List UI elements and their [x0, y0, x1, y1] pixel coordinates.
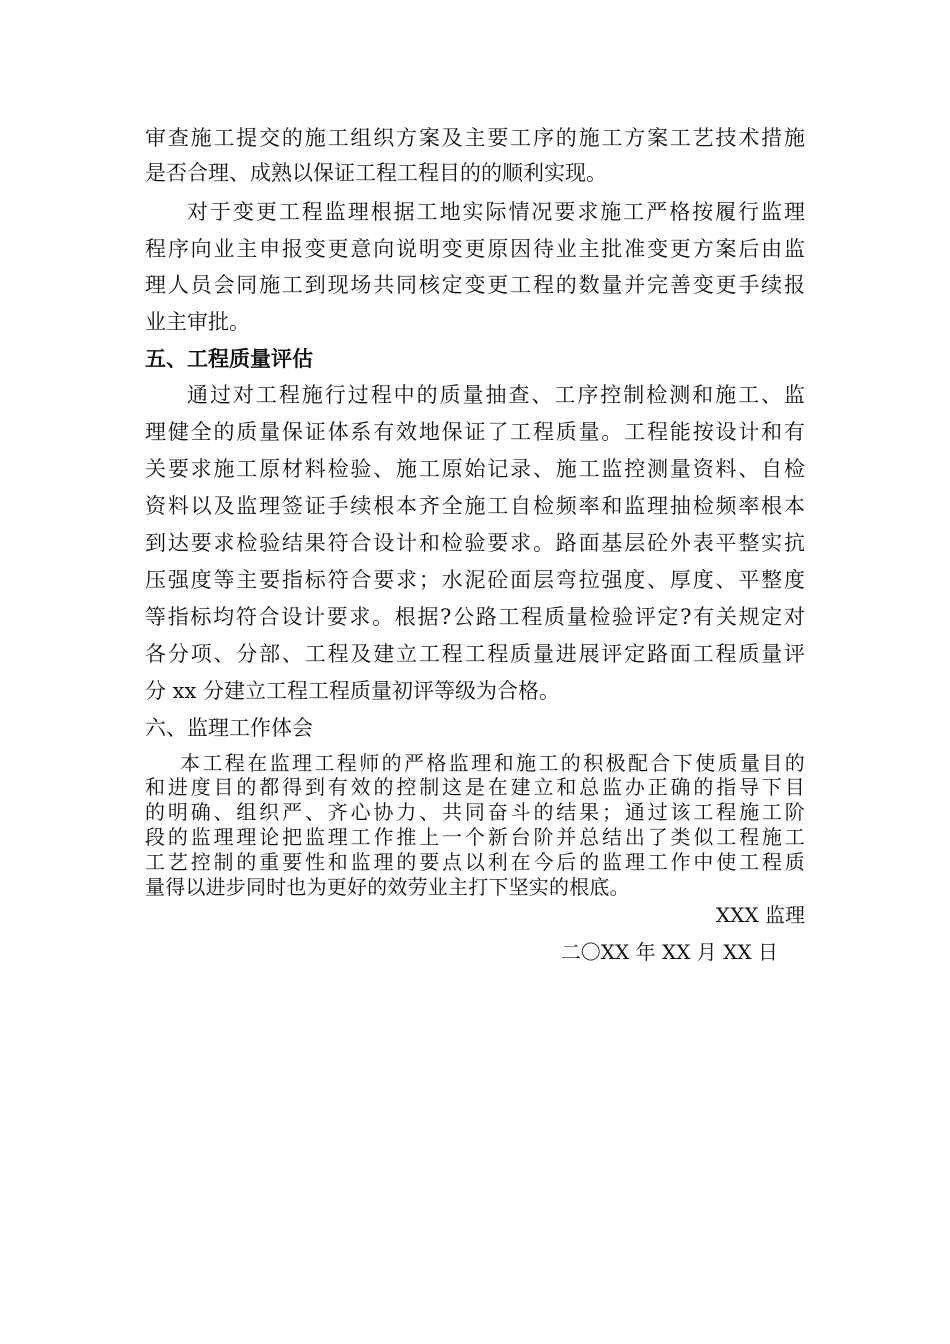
paragraph-line: 资料以及监理签证手续根本齐全施工自检频率和监理抽检频率根本 [145, 494, 805, 518]
date: 二〇XX 年 XX 月 XX 日 [560, 940, 778, 964]
signature: XXX 监理 [715, 903, 805, 927]
paragraph-line: 理健全的质量保证体系有效地保证了工程质量。工程能按设计和有 [145, 420, 805, 444]
paragraph-line: 和进度目的都得到有效的控制这是在建立和总监办正确的指导下目 [145, 775, 805, 799]
paragraph-line: 对于变更工程监理根据工地实际情况要求施工严格按履行监理 [187, 200, 805, 224]
paragraph-line: 本工程在监理工程师的严格监理和施工的积极配合下使质量目的 [180, 751, 805, 775]
paragraph-line: 各分项、分部、工程及建立工程工程质量进展评定路面工程质量评 [145, 642, 805, 666]
paragraph-line: 通过对工程施行过程中的质量抽查、工序控制检测和施工、监 [187, 383, 805, 407]
paragraph-line: 程序向业主申报变更意向说明变更原因待业主批准变更方案后由监 [145, 237, 805, 261]
paragraph-line: 业主审批。 [145, 310, 250, 334]
paragraph-line: 理人员会同施工到现场共同核定变更工程的数量并完善变更手续报 [145, 273, 805, 297]
paragraph-line: 到达要求检验结果符合设计和检验要求。路面基层砼外表平整实抗 [145, 531, 805, 555]
paragraph-line: 的明确、组织严、齐心协力、共同奋斗的结果；通过该工程施工阶 [145, 800, 805, 824]
section-heading: 六、监理工作体会 [145, 716, 313, 740]
paragraph-line: 是否合理、成熟以保证工程工程目的的顺利实现。 [145, 161, 607, 185]
paragraph-line: 工艺控制的重要性和监理的要点以利在今后的监理工作中使工程质 [145, 850, 805, 874]
paragraph-line: 审查施工提交的施工组织方案及主要工序的施工方案工艺技术措施 [145, 126, 805, 150]
section-heading: 五、工程质量评估 [145, 346, 313, 371]
paragraph-line: 段的监理理论把监理工作推上一个新台阶并总结出了类似工程施工 [145, 825, 805, 849]
paragraph-line: 分 xx 分建立工程工程质量初评等级为合格。 [145, 679, 561, 703]
paragraph-line: 等指标均符合设计要求。根据?公路工程质量检验评定?有关规定对 [145, 605, 805, 629]
paragraph-line: 压强度等主要指标符合要求；水泥砼面层弯拉强度、厚度、平整度 [145, 568, 805, 592]
paragraph-line: 关要求施工原材料检验、施工原始记录、施工监控测量资料、自检 [145, 457, 805, 481]
paragraph-line: 量得以进步同时也为更好的效劳业主打下坚实的根底。 [145, 875, 630, 899]
